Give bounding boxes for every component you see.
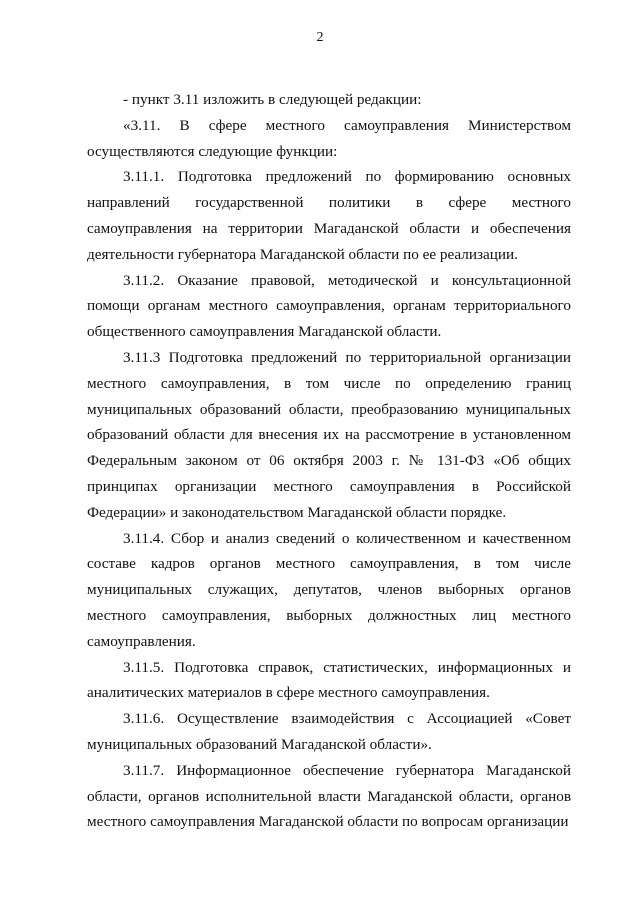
paragraph-3-11-5: 3.11.5. Подготовка справок, статистических, информационных и аналитических материалов в сфере местного самоуправления. (87, 658, 571, 702)
paragraph-3-11-2: 3.11.2. Оказание правовой, методической и консультационной помощи органам местного самоуправления, органам территориального общественного самоуправления Магаданской области. (87, 271, 571, 341)
paragraph-3-11-7: 3.11.7. Информационное обеспечение губернатора Магаданской области, органов исполнительной власти Магаданской области, органов местного самоуправления Магаданской области по вопросам организации (87, 761, 571, 831)
page-number: 2 (316, 30, 324, 45)
paragraph-3-11-4: 3.11.4. Сбор и анализ сведений о количественном и качественном составе кадров органов местного самоуправления, в том числе муниципальных служащих, депутатов, членов выборных органов местного самоуправления, выборных должностных лиц местного самоуправления. (87, 529, 571, 650)
paragraph-3-11-6: 3.11.6. Осуществление взаимодействия с Ассоциацией «Совет муниципальных образований Магаданской области». (87, 710, 571, 753)
paragraph-3-11-1: 3.11.1. Подготовка предложений по формированию основных направлений государственной политики в сфере местного самоуправления на территории Магаданской области и обеспечения деятельности губернатора Магаданской области по ее реализации. (87, 168, 571, 263)
paragraph-3-11-3: 3.11.3 Подготовка предложений по территориальной организации местного самоуправления, в том числе по определению границ муниципальных образований области, преобразованию муниципальных образований области для внесения их на рассмотрение в установленном Федеральным законом от 06 октября 2003 г. № 131-ФЗ «Об общих принципах организации местного самоуправления в Российской Федерации» и законодательством Магаданской области порядке. (87, 348, 571, 521)
paragraph-intro: - пункт 3.11 изложить в следующей редакции: (123, 91, 422, 108)
paragraph-3-11: «3.11. В сфере местного самоуправления Министерством осуществляются следующие функции: (87, 116, 571, 160)
document-body (87, 87, 571, 835)
